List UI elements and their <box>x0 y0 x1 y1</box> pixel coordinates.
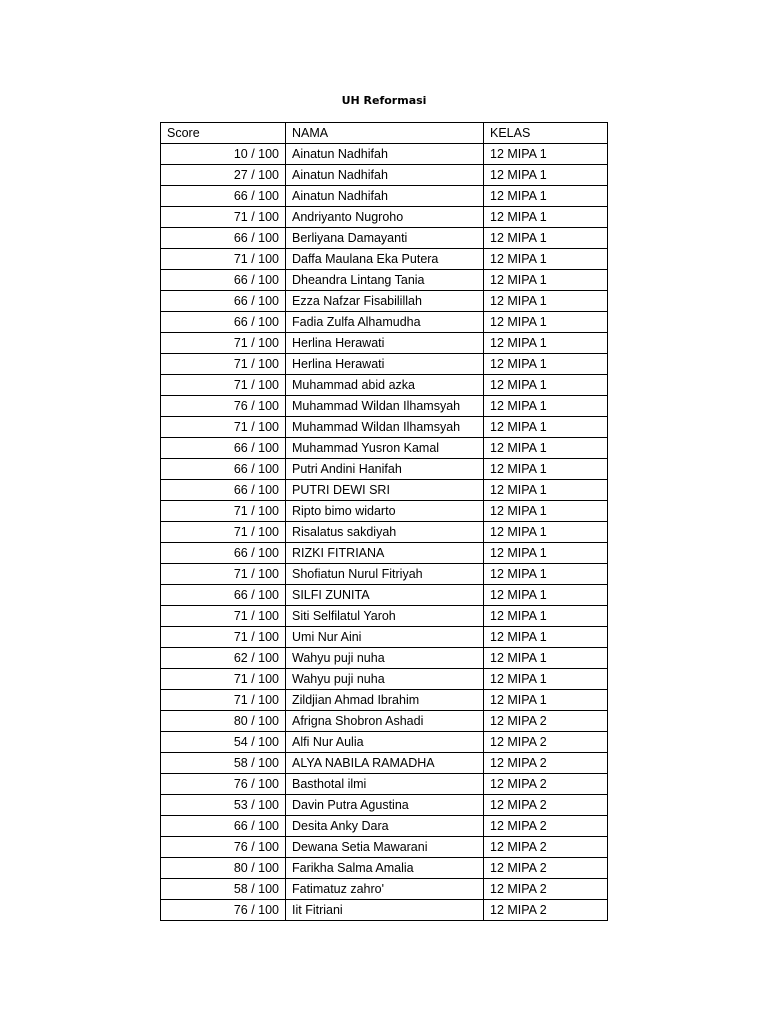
nama-cell: Ainatun Nadhifah <box>286 186 484 207</box>
kelas-cell: 12 MIPA 1 <box>484 270 608 291</box>
score-cell: 66 / 100 <box>161 438 286 459</box>
kelas-cell: 12 MIPA 1 <box>484 312 608 333</box>
nama-cell: PUTRI DEWI SRI <box>286 480 484 501</box>
table-row <box>161 333 608 354</box>
score-cell: 66 / 100 <box>161 228 286 249</box>
kelas-cell: 12 MIPA 1 <box>484 417 608 438</box>
score-cell: 53 / 100 <box>161 795 286 816</box>
nama-cell: Fadia Zulfa Alhamudha <box>286 312 484 333</box>
table-row <box>161 270 608 291</box>
page-title: UH Reformasi <box>341 94 427 107</box>
table-row <box>161 900 608 921</box>
table-row <box>161 501 608 522</box>
nama-cell: Herlina Herawati <box>286 333 484 354</box>
table-row <box>161 774 608 795</box>
table-row <box>161 165 608 186</box>
table-row <box>161 858 608 879</box>
nama-cell: ALYA NABILA RAMADHA <box>286 753 484 774</box>
table-row <box>161 228 608 249</box>
score-cell: 71 / 100 <box>161 606 286 627</box>
table-row <box>161 459 608 480</box>
score-cell: 66 / 100 <box>161 312 286 333</box>
nama-cell: Ripto bimo widarto <box>286 501 484 522</box>
table-row <box>161 879 608 900</box>
nama-cell: Farikha Salma Amalia <box>286 858 484 879</box>
kelas-cell: 12 MIPA 1 <box>484 228 608 249</box>
nama-cell: Davin Putra Agustina <box>286 795 484 816</box>
kelas-cell: 12 MIPA 1 <box>484 354 608 375</box>
score-cell: 27 / 100 <box>161 165 286 186</box>
nama-cell: Dewana Setia Mawarani <box>286 837 484 858</box>
results-table <box>160 122 608 921</box>
nama-cell: Iit Fitriani <box>286 900 484 921</box>
nama-cell: Berliyana Damayanti <box>286 228 484 249</box>
nama-cell: Andriyanto Nugroho <box>286 207 484 228</box>
nama-cell: Ezza Nafzar Fisabilillah <box>286 291 484 312</box>
kelas-cell: 12 MIPA 1 <box>484 564 608 585</box>
nama-cell: Muhammad Wildan Ilhamsyah <box>286 417 484 438</box>
score-cell: 71 / 100 <box>161 669 286 690</box>
nama-cell: Alfi Nur Aulia <box>286 732 484 753</box>
nama-cell: Dheandra Lintang Tania <box>286 270 484 291</box>
kelas-cell: 12 MIPA 1 <box>484 291 608 312</box>
table-row <box>161 354 608 375</box>
score-cell: 76 / 100 <box>161 396 286 417</box>
nama-cell: Muhammad abid azka <box>286 375 484 396</box>
table-row <box>161 732 608 753</box>
kelas-cell: 12 MIPA 1 <box>484 333 608 354</box>
kelas-cell: 12 MIPA 2 <box>484 753 608 774</box>
kelas-cell: 12 MIPA 1 <box>484 144 608 165</box>
score-cell: 66 / 100 <box>161 291 286 312</box>
kelas-cell: 12 MIPA 1 <box>484 165 608 186</box>
kelas-cell: 12 MIPA 2 <box>484 858 608 879</box>
score-cell: 54 / 100 <box>161 732 286 753</box>
column-header-kelas: KELAS <box>484 123 608 144</box>
score-cell: 71 / 100 <box>161 522 286 543</box>
kelas-cell: 12 MIPA 1 <box>484 459 608 480</box>
kelas-cell: 12 MIPA 1 <box>484 396 608 417</box>
score-cell: 71 / 100 <box>161 249 286 270</box>
score-cell: 66 / 100 <box>161 480 286 501</box>
nama-cell: Siti Selfilatul Yaroh <box>286 606 484 627</box>
score-cell: 10 / 100 <box>161 144 286 165</box>
kelas-cell: 12 MIPA 2 <box>484 837 608 858</box>
score-cell: 71 / 100 <box>161 354 286 375</box>
table-row <box>161 522 608 543</box>
score-cell: 71 / 100 <box>161 417 286 438</box>
kelas-cell: 12 MIPA 2 <box>484 879 608 900</box>
nama-cell: Basthotal ilmi <box>286 774 484 795</box>
nama-cell: SILFI ZUNITA <box>286 585 484 606</box>
kelas-cell: 12 MIPA 1 <box>484 585 608 606</box>
nama-cell: Fatimatuz zahro' <box>286 879 484 900</box>
score-cell: 66 / 100 <box>161 585 286 606</box>
score-cell: 80 / 100 <box>161 858 286 879</box>
kelas-cell: 12 MIPA 1 <box>484 438 608 459</box>
kelas-cell: 12 MIPA 2 <box>484 816 608 837</box>
kelas-cell: 12 MIPA 2 <box>484 774 608 795</box>
table-row <box>161 396 608 417</box>
kelas-cell: 12 MIPA 1 <box>484 669 608 690</box>
nama-cell: Risalatus sakdiyah <box>286 522 484 543</box>
score-cell: 71 / 100 <box>161 207 286 228</box>
nama-cell: Muhammad Yusron Kamal <box>286 438 484 459</box>
kelas-cell: 12 MIPA 1 <box>484 207 608 228</box>
score-cell: 71 / 100 <box>161 375 286 396</box>
table-row <box>161 417 608 438</box>
score-cell: 71 / 100 <box>161 501 286 522</box>
table-body <box>161 123 608 921</box>
score-cell: 66 / 100 <box>161 543 286 564</box>
table-row <box>161 690 608 711</box>
score-cell: 66 / 100 <box>161 270 286 291</box>
nama-cell: Afrigna Shobron Ashadi <box>286 711 484 732</box>
table-row <box>161 816 608 837</box>
score-cell: 66 / 100 <box>161 186 286 207</box>
table-row <box>161 753 608 774</box>
table-row <box>161 375 608 396</box>
kelas-cell: 12 MIPA 1 <box>484 606 608 627</box>
table-row <box>161 480 608 501</box>
nama-cell: Umi Nur Aini <box>286 627 484 648</box>
kelas-cell: 12 MIPA 1 <box>484 543 608 564</box>
score-cell: 58 / 100 <box>161 879 286 900</box>
kelas-cell: 12 MIPA 1 <box>484 690 608 711</box>
score-cell: 62 / 100 <box>161 648 286 669</box>
table-row <box>161 207 608 228</box>
kelas-cell: 12 MIPA 1 <box>484 627 608 648</box>
table-row <box>161 144 608 165</box>
kelas-cell: 12 MIPA 2 <box>484 711 608 732</box>
nama-cell: Shofiatun Nurul Fitriyah <box>286 564 484 585</box>
kelas-cell: 12 MIPA 1 <box>484 375 608 396</box>
score-cell: 76 / 100 <box>161 774 286 795</box>
table-row <box>161 312 608 333</box>
column-header-score: Score <box>161 123 286 144</box>
nama-cell: Desita Anky Dara <box>286 816 484 837</box>
table-row <box>161 669 608 690</box>
table-row <box>161 711 608 732</box>
table-row <box>161 543 608 564</box>
table-row <box>161 186 608 207</box>
score-cell: 71 / 100 <box>161 564 286 585</box>
table-row <box>161 291 608 312</box>
nama-cell: Ainatun Nadhifah <box>286 144 484 165</box>
score-cell: 71 / 100 <box>161 690 286 711</box>
score-cell: 66 / 100 <box>161 459 286 480</box>
nama-cell: Wahyu puji nuha <box>286 648 484 669</box>
kelas-cell: 12 MIPA 2 <box>484 900 608 921</box>
score-cell: 66 / 100 <box>161 816 286 837</box>
table-row <box>161 795 608 816</box>
table-row <box>161 627 608 648</box>
score-cell: 71 / 100 <box>161 333 286 354</box>
nama-cell: Herlina Herawati <box>286 354 484 375</box>
kelas-cell: 12 MIPA 1 <box>484 249 608 270</box>
nama-cell: RIZKI FITRIANA <box>286 543 484 564</box>
kelas-cell: 12 MIPA 2 <box>484 795 608 816</box>
kelas-cell: 12 MIPA 1 <box>484 648 608 669</box>
nama-cell: Zildjian Ahmad Ibrahim <box>286 690 484 711</box>
table-row <box>161 648 608 669</box>
nama-cell: Ainatun Nadhifah <box>286 165 484 186</box>
score-cell: 76 / 100 <box>161 900 286 921</box>
table-row <box>161 606 608 627</box>
score-cell: 76 / 100 <box>161 837 286 858</box>
kelas-cell: 12 MIPA 1 <box>484 522 608 543</box>
nama-cell: Muhammad Wildan Ilhamsyah <box>286 396 484 417</box>
table-row <box>161 564 608 585</box>
kelas-cell: 12 MIPA 2 <box>484 732 608 753</box>
nama-cell: Wahyu puji nuha <box>286 669 484 690</box>
table-header-row <box>161 123 608 144</box>
score-cell: 58 / 100 <box>161 753 286 774</box>
column-header-nama: NAMA <box>286 123 484 144</box>
table-row <box>161 438 608 459</box>
kelas-cell: 12 MIPA 1 <box>484 186 608 207</box>
kelas-cell: 12 MIPA 1 <box>484 480 608 501</box>
nama-cell: Daffa Maulana Eka Putera <box>286 249 484 270</box>
table-row <box>161 249 608 270</box>
score-cell: 71 / 100 <box>161 627 286 648</box>
kelas-cell: 12 MIPA 1 <box>484 501 608 522</box>
table-row <box>161 585 608 606</box>
table-row <box>161 837 608 858</box>
score-cell: 80 / 100 <box>161 711 286 732</box>
nama-cell: Putri Andini Hanifah <box>286 459 484 480</box>
